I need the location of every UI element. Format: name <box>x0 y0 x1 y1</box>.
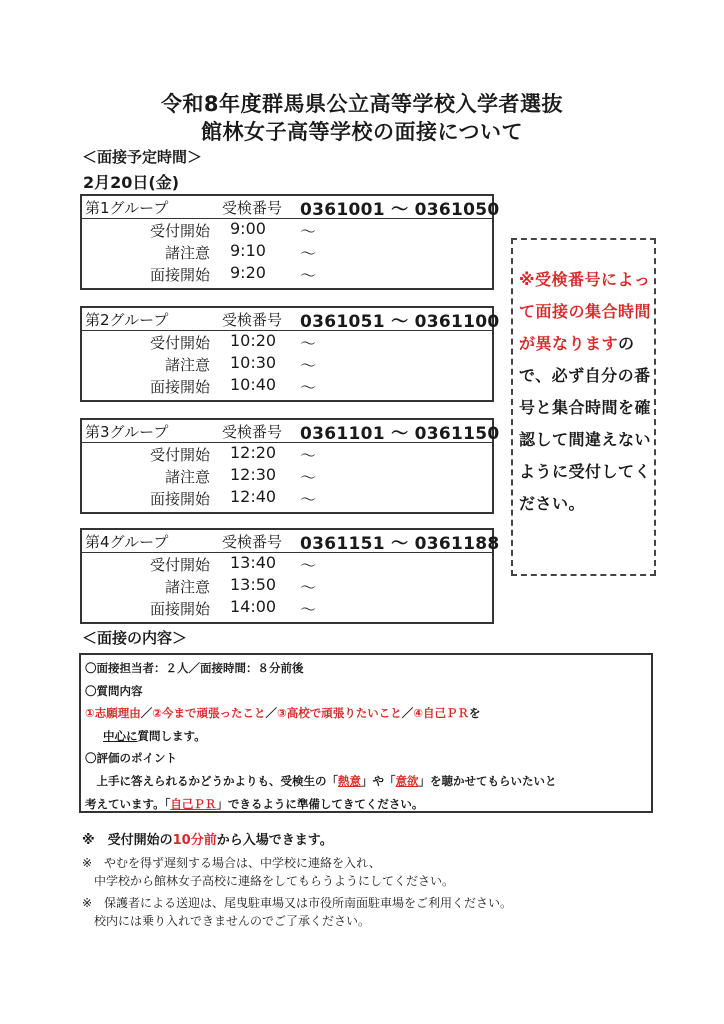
row-time: 14:00 <box>230 597 277 616</box>
row-time: 13:40 <box>230 553 277 572</box>
row-tilde: ～ <box>300 334 317 353</box>
row-time: 10:30 <box>230 353 277 372</box>
note-late-line-1: ※ やむを得ず遅刻する場合は、中学校に連絡を入れ、 <box>82 856 381 870</box>
exam-number-range: 0361001 ～ 0361050 <box>300 200 500 220</box>
group-3-box <box>80 418 500 514</box>
schedule-row <box>82 263 492 285</box>
group-name: 第3グループ <box>85 423 169 441</box>
row-label: 面接開始 <box>149 600 210 618</box>
exam-number-label: 受検番号 <box>222 423 283 441</box>
schedule-row <box>82 465 492 487</box>
group-name: 第4グループ <box>85 533 169 551</box>
group-header <box>82 420 500 444</box>
row-label: 受付開始 <box>149 222 210 240</box>
schedule-row <box>82 575 492 597</box>
question-4: ④自己ＰＲ <box>413 706 469 721</box>
group-header <box>82 530 500 554</box>
row-tilde: ～ <box>300 600 317 619</box>
group-header <box>82 196 500 220</box>
eval-line-2 <box>85 793 651 816</box>
schedule-row <box>82 241 492 263</box>
content-heading: ＜面接の内容＞ <box>82 629 188 647</box>
eval-text: 」や「 <box>361 773 396 788</box>
row-tilde: ～ <box>300 556 317 575</box>
interview-date: 2月20日(金) <box>83 173 180 192</box>
notice-text: ので、必ず自分の番号と集合時間を確認して間違えないように受付してください。 <box>519 334 652 513</box>
group-name: 第1グループ <box>85 199 169 217</box>
row-tilde: ～ <box>300 490 317 509</box>
row-label: 受付開始 <box>149 446 210 464</box>
exam-number-label: 受検番号 <box>222 533 283 551</box>
questions-line-2 <box>85 725 651 748</box>
title-line-1: 令和8年度群馬県公立高等学校入学者選抜 <box>160 92 564 116</box>
keyword-motivation: 意欲 <box>395 773 419 788</box>
schedule-row <box>82 443 492 465</box>
notice-box <box>511 238 656 576</box>
row-tilde: ～ <box>300 578 317 597</box>
row-time: 9:10 <box>230 241 266 260</box>
row-tilde: ～ <box>300 266 317 285</box>
schedule-row <box>82 353 492 375</box>
note-parking-line-1: ※ 保護者による送迎は、尾曳駐車場又は市役所南面駐車場をご利用ください。 <box>82 896 513 910</box>
row-time: 9:00 <box>230 219 266 238</box>
note-text: ※ 受付開始の <box>82 833 173 848</box>
schedule-row <box>82 597 492 619</box>
row-time: 10:40 <box>230 375 277 394</box>
group-2-box <box>80 306 500 402</box>
eval-text: 上手に答えられるかどうかよりも、受検生の「 <box>85 773 338 788</box>
row-tilde: ～ <box>300 468 317 487</box>
eval-text: 考えています。「 <box>85 796 171 811</box>
question-2: ②今まで頑張ったこと <box>152 706 266 721</box>
content-box <box>79 653 653 813</box>
exam-number-range: 0361051 ～ 0361100 <box>300 312 500 332</box>
schedule-row <box>82 331 492 353</box>
row-time: 10:20 <box>230 331 277 350</box>
notice-red-text: ※受検番号によって面接の集合時間が異なります <box>519 270 652 353</box>
row-time: 12:20 <box>230 443 277 462</box>
note-text: から入場できます。 <box>216 833 333 848</box>
note-parking-line-2: 校内には乗り入れできませんのでご了承ください。 <box>82 914 371 928</box>
row-label: 面接開始 <box>149 266 210 284</box>
exam-number-range: 0361101 ～ 0361150 <box>300 424 500 444</box>
questions-heading: 〇質問内容 <box>85 683 143 698</box>
schedule-row <box>82 219 492 241</box>
row-label: 諸注意 <box>164 356 210 374</box>
questions-line <box>85 702 651 725</box>
note-late-line-2: 中学校から館林女子高校に連絡をしてもらうようにしてください。 <box>82 874 455 888</box>
eval-text: 」できるように準備してきてください。 <box>216 796 424 811</box>
eval-text: 」を聴かせてもらいたいと <box>418 773 557 788</box>
exam-number-range: 0361151 ～ 0361188 <box>300 534 500 554</box>
eval-heading: 〇評価のポイント <box>85 751 177 766</box>
row-time: 9:20 <box>230 263 266 282</box>
exam-number-label: 受検番号 <box>222 199 283 217</box>
center-underlined: 中心に <box>103 728 138 743</box>
note-entry-time <box>82 832 333 850</box>
row-label: 諸注意 <box>164 244 210 262</box>
separator: ／ <box>401 706 414 721</box>
row-tilde: ～ <box>300 222 317 241</box>
note-red-time: 10分前 <box>172 833 217 848</box>
schedule-row <box>82 487 492 509</box>
schedule-row <box>82 553 492 575</box>
row-label: 受付開始 <box>149 334 210 352</box>
row-label: 受付開始 <box>149 556 210 574</box>
separator: ／ <box>265 706 277 721</box>
eval-line-1 <box>85 770 651 793</box>
group-name: 第2グループ <box>85 311 169 329</box>
keyword-passion: 熱意 <box>338 773 361 788</box>
schedule-row <box>82 375 492 397</box>
row-tilde: ～ <box>300 378 317 397</box>
row-time: 12:30 <box>230 465 277 484</box>
questions-line-2-rest: 質問します。 <box>137 728 206 743</box>
row-tilde: ～ <box>300 244 317 263</box>
row-time: 13:50 <box>230 575 277 594</box>
group-header <box>82 308 500 332</box>
question-1: ①志願理由 <box>85 706 141 721</box>
row-label: 面接開始 <box>149 378 210 396</box>
row-time: 12:40 <box>230 487 277 506</box>
exam-number-label: 受検番号 <box>222 311 283 329</box>
row-label: 諸注意 <box>164 468 210 486</box>
schedule-heading: ＜面接予定時間＞ <box>82 148 203 166</box>
question-3: ③高校で頑張りたいこと <box>277 706 402 721</box>
row-tilde: ～ <box>300 356 317 375</box>
row-label: 面接開始 <box>149 490 210 508</box>
group-1-box <box>80 194 500 290</box>
row-label: 諸注意 <box>164 578 210 596</box>
group-4-box <box>80 528 500 624</box>
title-line-2: 館林女子高等学校の面接について <box>200 120 524 144</box>
keyword-self-pr: 自己ＰＲ <box>170 796 217 811</box>
interviewers-line: 〇面接担当者：２人／面接時間：８分前後 <box>85 661 304 675</box>
row-tilde: ～ <box>300 446 317 465</box>
separator: ／ <box>140 706 153 721</box>
questions-tail: を <box>469 706 481 721</box>
